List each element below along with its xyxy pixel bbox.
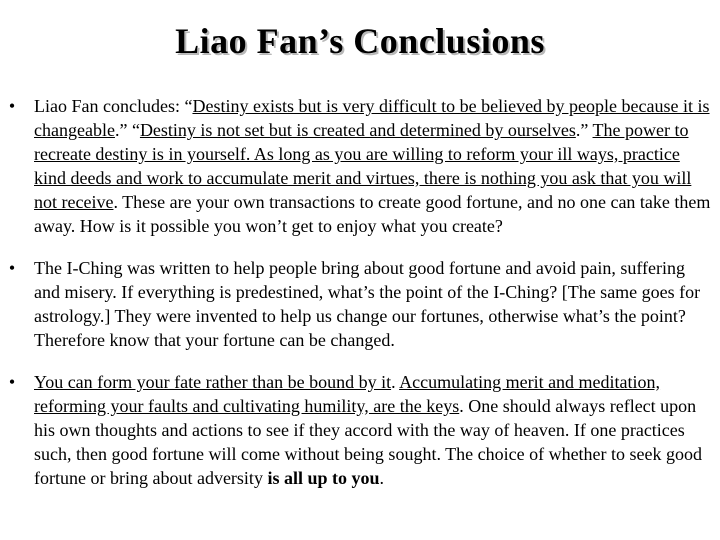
- bullet-text: [34, 372, 702, 488]
- text-run: .”: [575, 120, 593, 140]
- bullet-item: [6, 256, 712, 352]
- bullet-dot-icon: •: [8, 372, 16, 392]
- underlined-phrase: Accumulating merit and meditation, reforming your faults and cultivating humility, are the keys: [34, 372, 661, 416]
- bullet-item: [6, 94, 712, 238]
- bullet-text: [34, 258, 700, 350]
- bullet-dot-icon: •: [8, 258, 16, 278]
- underlined-phrase: You can form your fate rather than be bound by it: [34, 372, 392, 392]
- text-run: .: [391, 372, 400, 392]
- text-run: . These are your own transactions to create good fortune, and no one can take them away. How is it possible you won’t get to enjoy what you create?: [34, 192, 711, 236]
- underlined-phrase: The power to recreate destiny is in yourself. As long as you are willing to reform your ill ways, practice kind deeds and work to accumulate merit and virtues, there is nothing you ask that you will not receive: [34, 120, 692, 212]
- bullet-dot-icon: •: [8, 96, 16, 116]
- text-run: The I-Ching was written to help people bring about good fortune and avoid pain, suffering and misery. If everything is predestined, what’s the point of the I-Ching? [The same goes for astrology.] They were invented to help us change our fortunes, otherwise what’s the point? Therefore know that your fortune can be changed.: [34, 258, 701, 350]
- bold-phrase: is all up to you: [267, 468, 380, 488]
- bullet-item: [6, 370, 712, 490]
- text-run: .” “: [114, 120, 140, 140]
- text-run: . One should always reflect upon his own thoughts and actions to see if they accord with the way of heaven. If one practices such, then good fortune will come without being sought. The choice of whether to seek good fortune or bring about adversity: [34, 396, 703, 488]
- bullet-text: [34, 96, 710, 236]
- bullet-list: [6, 94, 712, 490]
- text-run: Liao Fan concludes: “: [34, 96, 193, 116]
- text-run: .: [379, 468, 384, 488]
- underlined-phrase: Destiny is not set but is created and determined by ourselves: [139, 120, 576, 140]
- slide-title: Liao Fan’s Conclusions: [175, 21, 545, 61]
- underlined-phrase: Destiny exists but is very difficult to be believed by people because it is changeable: [34, 96, 710, 140]
